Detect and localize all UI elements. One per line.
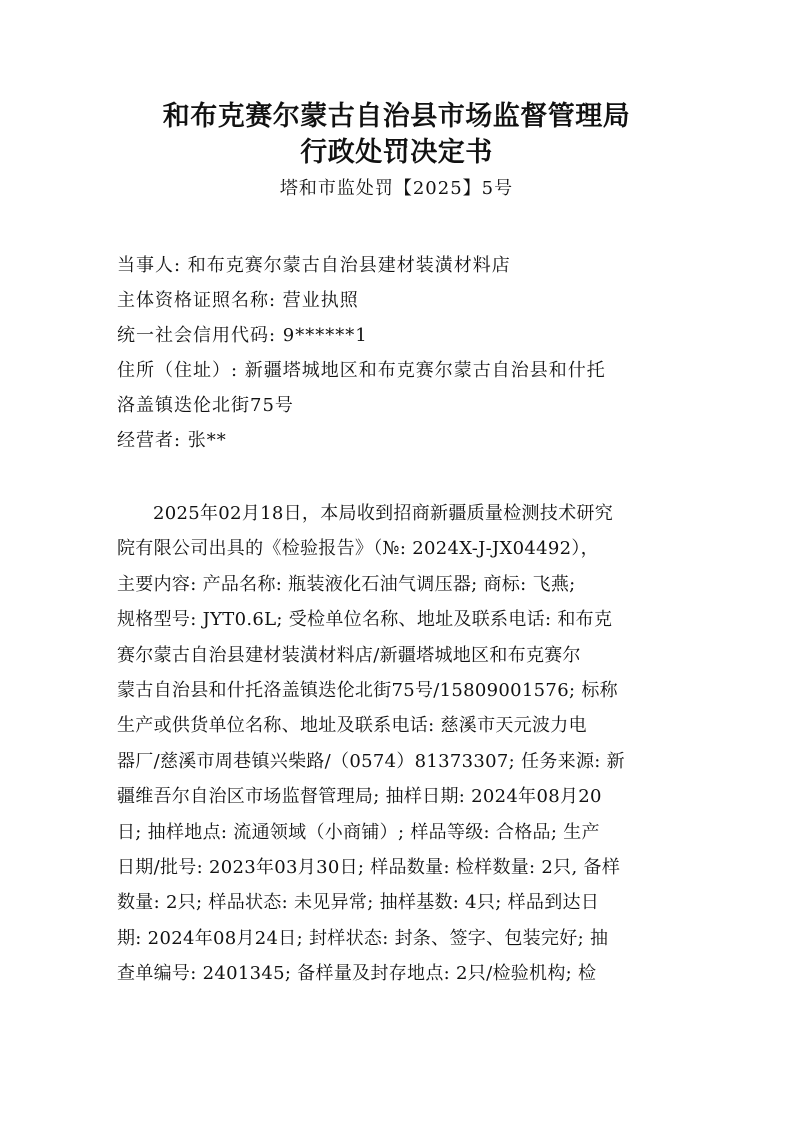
party-name: 当事人: 和布克赛尔蒙古自治县建材装潢材料店 — [117, 255, 511, 276]
address-line1: 住所（住址）: 新疆塔城地区和布克赛尔蒙古自治县和什托 — [117, 360, 606, 381]
credit-code: 统一社会信用代码: 9******1 — [117, 325, 368, 346]
body-line: 日期/批号: 2023年03月30日; 样品数量: 检样数量: 2只, 备样 — [117, 856, 621, 878]
body-line: 期: 2024年08月24日; 封样状态: 封条、签字、包装完好; 抽 — [117, 927, 609, 949]
body-line: 日; 抽样地点: 流通领域（小商铺）; 样品等级: 合格品; 生产 — [117, 821, 600, 843]
body-line: 器厂/慈溪市周巷镇兴柴路/（0574）81373307; 任务来源: 新 — [117, 750, 625, 772]
body-line: 赛尔蒙古自治县建材装潢材料店/新疆塔城地区和布克赛尔 — [117, 644, 581, 666]
body-line: 蒙古自治县和什托洛盖镇迭伦北街75号/15809001576; 标称 — [117, 679, 618, 701]
body-line: 疆维吾尔自治区市场监督管理局; 抽样日期: 2024年08月20 — [117, 786, 602, 808]
license-name: 主体资格证照名称: 营业执照 — [117, 290, 359, 311]
body-paragraph — [117, 496, 677, 991]
address-line2: 洛盖镇迭伦北街75号 — [117, 395, 294, 416]
party-info-block — [117, 248, 677, 458]
document-title-line1: 和布克赛尔蒙古自治县市场监督管理局 — [162, 101, 631, 132]
body-line: 院有限公司出具的《检验报告》（№: 2024X-J-JX04492）， — [117, 538, 599, 560]
body-line: 生产或供货单位名称、地址及联系电话: 慈溪市天元波力电 — [117, 715, 587, 737]
body-line: 规格型号: JYT0.6L; 受检单位名称、地址及联系电话: 和布克 — [117, 609, 613, 631]
document-number: 塔和市监处罚【2025】5号 — [279, 178, 514, 199]
body-line: 查单编号: 2401345; 备样量及封存地点: 2只/检验机构; 检 — [117, 963, 597, 985]
document-title-line2: 行政处罚决定书 — [300, 137, 493, 168]
body-line: 主要内容: 产品名称: 瓶装液化石油气调压器; 商标: 飞燕; — [117, 573, 576, 595]
operator: 经营者: 张** — [117, 430, 227, 451]
body-line: 2025年02月18日，本局收到招商新疆质量检测技术研究 — [153, 503, 614, 524]
body-line: 数量: 2只; 样品状态: 未见异常; 抽样基数: 4只; 样品到达日 — [117, 892, 600, 914]
